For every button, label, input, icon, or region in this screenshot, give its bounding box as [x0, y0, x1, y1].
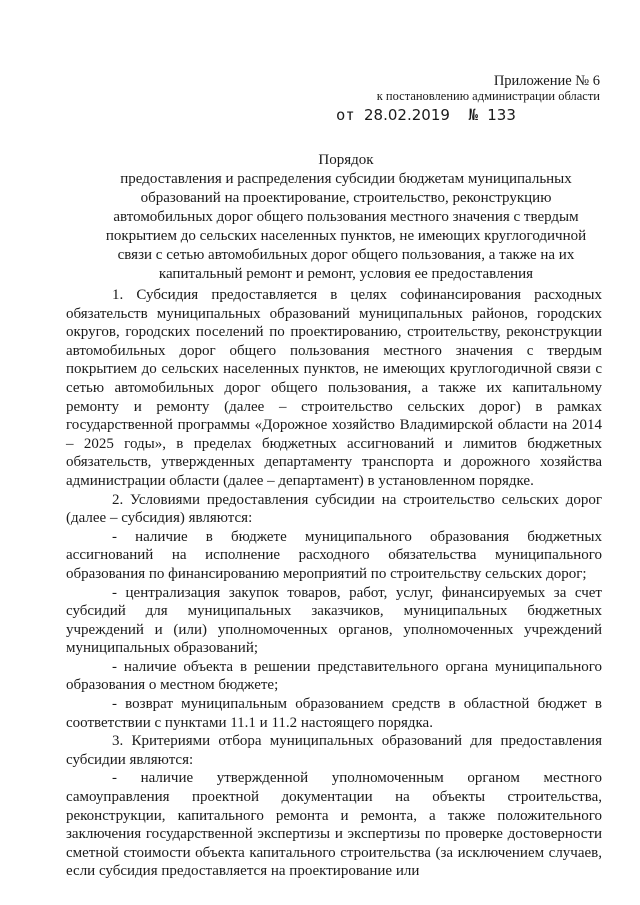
resolution-date-number: [330, 108, 600, 123]
paragraph-3: 3. Критериями отбора муниципальных образований для предоставления субсидии являются:: [66, 733, 602, 768]
condition-item-decision: - наличие объекта в решении представительного органа муниципального образования о местном бюджете;: [66, 658, 602, 694]
condition-item-refund: - возврат муниципальным образованием средств в областной бюджет в соответствии с пунктами 11.1 и 11.2 настоящего порядка.: [66, 696, 602, 731]
document-body: [66, 286, 602, 881]
title-main: Порядок: [318, 152, 374, 168]
appendix-number: Приложение № 6: [493, 73, 600, 89]
paragraph-2: 2. Условиями предоставления субсидии на строительство сельских дорог (далее – субсидия) являются:: [66, 491, 602, 527]
resolution-reference: к постановлению администрации области: [376, 89, 600, 103]
appendix-header: [330, 74, 600, 123]
number-prefix: №: [468, 106, 478, 124]
title-subtitle: предоставления и распределения субсидии бюджетам муниципальных образований на проектирование, строительство, реконструкцию автомобильных дорог общего пользования местного значения с твердым покрытием до сельских населенных пунктов, не имеющих круглогодичной связи с сетью автомобильных дорог общего пользования, а также на их капитальный ремонт и ремонт, условия ее предоставления: [105, 171, 587, 282]
resolution-date: 28.02.2019: [364, 106, 450, 124]
date-prefix: от: [336, 106, 355, 124]
paragraph-1: 1. Субсидия предоставляется в целях софинансирования расходных обязательств муниципальных образований муниципальных районов, городских округов, городских поселений по проектированию, строительству, реконструкции автомобильных дорог общего пользования местного значения с твердым покрытием до сельских населенных пунктов, не имеющих круглогодичной связи с сетью автомобильных дорог общего пользования, а также их капитальному ремонту и ремонту (далее – строительство сельских дорог) в рамках государственной программы «Дорожное хозяйство Владимирской области на 2014 – 2025 годы», в пределах бюджетных ассигнований и лимитов бюджетных обязательств, утвержденных департаменту транспорта и дорожного хозяйства администрации области (далее – департамент) в установленном порядке.: [66, 287, 602, 489]
criteria-item-documentation: - наличие утвержденной уполномоченным органом местного самоуправления проектной документации на объекты строительства, реконструкции, капитального ремонта и ремонта, а также положительного заключения государственной экспертизы и экспертизы по проверке достоверности сметной стоимости объекта капитального строительства (за исключением случаев, если субсидия предоставляется на проектирование или: [66, 770, 602, 880]
resolution-number: 133: [487, 106, 516, 124]
document-title: [96, 151, 596, 284]
condition-item-procurement: - централизация закупок товаров, работ, услуг, финансируемых за счет субсидий для муниципальных заказчиков, муниципальных бюджетных учреждений и (или) уполномоченных органов, уполномоченных учреждений муниципальных образований;: [66, 584, 602, 657]
condition-item-budget: - наличие в бюджете муниципального образования бюджетных ассигнований на исполнение расходного обязательства муниципального образования по финансированию мероприятий по строительству сельских дорог;: [66, 528, 602, 582]
